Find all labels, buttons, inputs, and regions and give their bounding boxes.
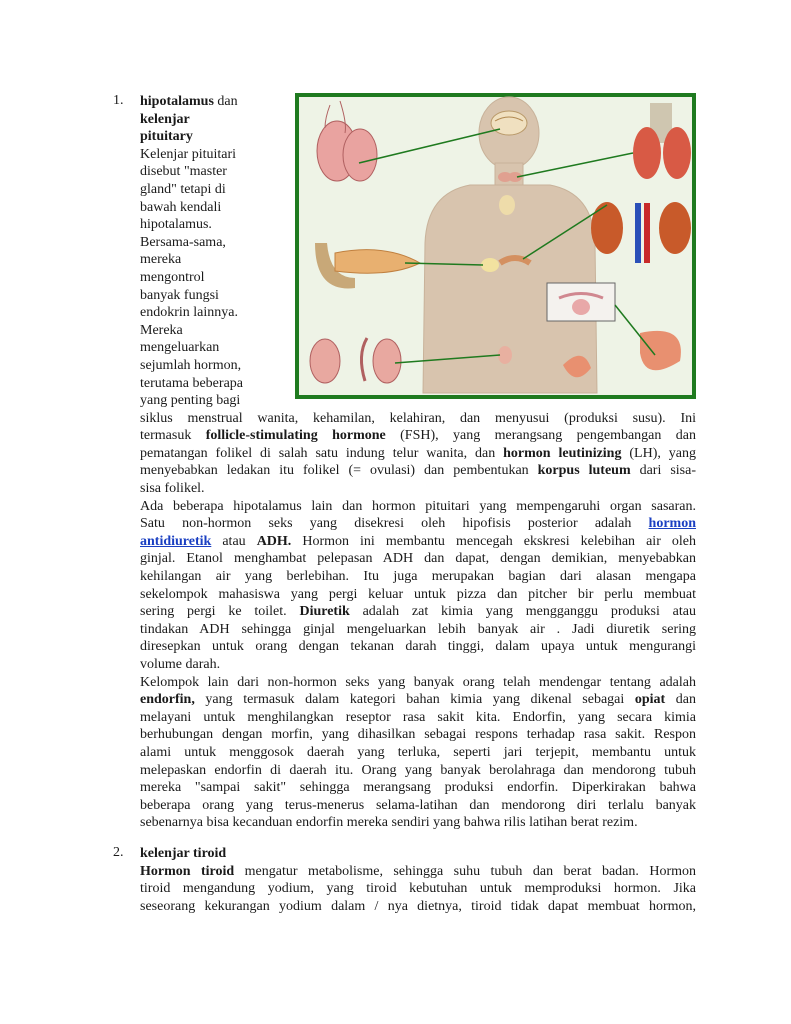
text-line: hipotalamus.	[140, 217, 212, 233]
link-hormon-antidiuretik[interactable]: hormon	[648, 516, 696, 532]
term-endorfin: endorfin,	[140, 692, 195, 708]
endocrine-figure	[295, 93, 696, 399]
section-hipotalamus	[140, 93, 696, 832]
text-line: yang penting bagi	[140, 393, 241, 409]
paragraph-menstrual: siklus menstrual wanita, kehamilan, kelahiran, dan menyusui (produksi susu). Ini termasuk follicle-stimulating hormone (FSH), yang merangsang pengembangan dan pematangan folikel di salah satu indung telur wanita, dan hormon leutinizing (LH), yang menyebabkan ledakan itu folikel (= ovulasi) dan pembentukan korpus luteum dari sisa- sisa folikel.	[140, 410, 696, 497]
heading-kelenjar-tiroid: kelenjar tiroid	[140, 846, 227, 861]
text-line: mengontrol	[140, 269, 205, 285]
paragraph-endorfin: Kelompok lain dari non-hormon seks yang banyak orang telah mendengar tentang adalah endorfin, yang termasuk dalam kategori bahan kimia yang dikenal sebagai opiat dan melayani untuk menghilangkan reseptor rasa sakit kita. Endorfin, yang secara kimia berhubungan dengan morfin, yang dihasilkan sebagai respons terhadap rasa sakit. Respon alami untuk menggosok daerah yang terluka, seperti jari terjepit, membantu untuk melepaskan endorfin di daerah itu. Orang yang banyak berolahraga dan mendorong tubuh mereka "sampai sakit" sehingga merangsang produksi endorfin. Diperkirakan bahwa beberapa orang yang terus-menerus selama-latihan dan mendorong diri terlalu banyak sebenarnya bisa kecanduan endorfin mereka sendiri yang bahwa rilis latihan berat rezim.	[140, 674, 696, 831]
heading-hipotalamus: hipotalamus	[140, 94, 214, 109]
text-line: sejumlah hormon,	[140, 357, 242, 373]
term-korpus-luteum: korpus luteum	[537, 463, 631, 479]
text-line: mereka	[140, 252, 182, 268]
text-line: gland" tetapi di	[140, 181, 226, 197]
list-number-1: 1.	[113, 93, 124, 108]
link-antidiuretik[interactable]: antidiuretik	[140, 533, 212, 549]
text-line: bawah kendali	[140, 199, 222, 215]
text-line: Kelenjar pituitari	[140, 146, 237, 162]
heading-line-2: kelenjar	[140, 111, 190, 127]
heading-line-1: hipotalamus dan	[140, 94, 238, 109]
text-line: mengeluarkan	[140, 340, 220, 356]
term-opiat: opiat	[634, 692, 666, 708]
term-hormon-tiroid: Hormon tiroid	[140, 863, 235, 879]
term-adh: ADH.	[256, 533, 292, 549]
text-line: banyak fungsi	[140, 287, 219, 303]
term-diuretik: Diuretik	[299, 604, 350, 620]
term-fsh: follicle-stimulating hormone	[205, 428, 386, 444]
paragraph-adh: Ada beberapa hipotalamus lain dan hormon pituitari yang mempengaruhi organ sasaran. Satu non-hormon seks yang disekresi oleh hipofisis posterior adalah hormon antidiuretik atau ADH. Hormon ini membantu mencegah ekskresi kelebihan air oleh ginjal. Etanol menghambat pelepasan ADH dan dapat, dengan demikian, menyebabkan kehilangan air yang berlebihan. Itu juga merupakan bagian dari alasan mengapa sekelompok mahasiswa yang pergi keluar untuk pizza dan pitcher bir perlu membuat sering pergi ke toilet. Diuretik adalah zat kimia yang mengganggu produksi atau tindakan ADH sehingga ginjal mengeluarkan lebih banyak air . Jadi diuretik sering diresepkan untuk orang dengan tekanan darah tinggi, dalam upaya untuk mengurangi volume darah.	[140, 498, 696, 672]
text-line: disebut "master	[140, 164, 227, 180]
heading-line-3: pituitary	[140, 129, 193, 145]
list-number-2: 2.	[113, 845, 124, 860]
text-line: Bersama-sama,	[140, 234, 226, 250]
text-line: endokrin lainnya.	[140, 305, 238, 321]
endocrine-system-diagram-icon	[295, 93, 696, 399]
text-line: Mereka	[140, 322, 183, 338]
section-tiroid: kelenjar tiroid Hormon tiroid mengatur metabolisme, sehingga suhu tubuh dan berat badan. Hormon tiroid mengandung yodium, yang tiroid kebutuhan untuk memproduksi hormon. Jika seseorang kekurangan yodium dalam / nya dietnya, tiroid tidak dapat membuat hormon,	[140, 846, 696, 914]
text-line: terutama beberapa	[140, 375, 243, 391]
term-lh: hormon leutinizing	[503, 445, 622, 461]
